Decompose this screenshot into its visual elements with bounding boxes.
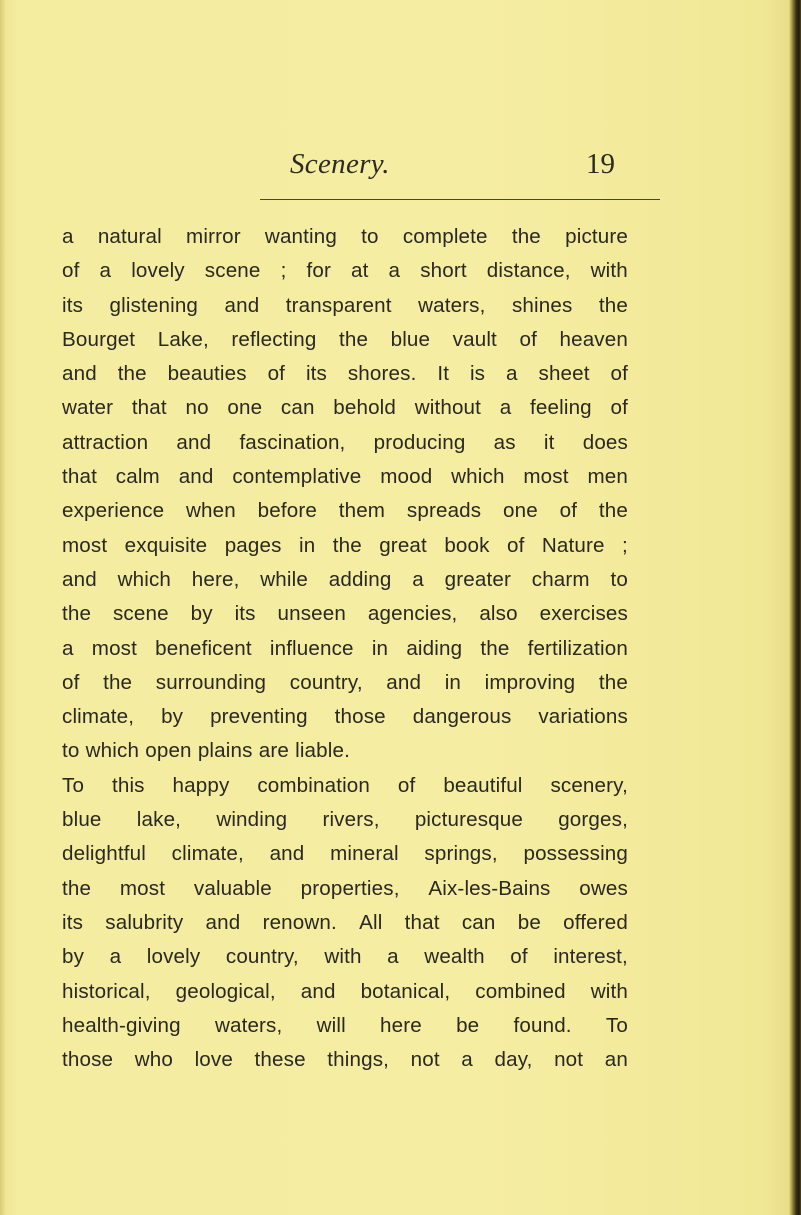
word: short [420, 259, 467, 283]
word: liable. [295, 739, 350, 763]
word: heaven [559, 327, 628, 351]
word: interest, [553, 945, 628, 969]
word: the [598, 499, 628, 523]
page-header [0, 148, 801, 188]
word: the [332, 533, 362, 557]
word: a [506, 362, 518, 386]
word: health-giving [62, 1013, 181, 1037]
word: who [134, 1048, 173, 1072]
word: mood [380, 465, 433, 489]
word: improving [484, 670, 576, 694]
word: salubrity [105, 910, 184, 934]
text-line [62, 1009, 628, 1043]
word: open [145, 739, 192, 763]
word: most [91, 636, 137, 660]
word: one [503, 499, 538, 523]
text-line [62, 940, 628, 974]
word: be [517, 910, 541, 934]
word: to [610, 567, 628, 591]
word: fertilization [527, 636, 628, 660]
word: as [493, 430, 516, 454]
word: be [456, 1013, 480, 1037]
word: before [257, 499, 317, 523]
text-line [62, 837, 628, 871]
word: blue [390, 327, 431, 351]
word: the [62, 602, 92, 626]
word: variations [538, 705, 628, 729]
text-line [62, 289, 628, 323]
word: behold [333, 396, 397, 420]
word: to [62, 739, 80, 763]
word: a [499, 396, 512, 420]
word: beauties [167, 362, 247, 386]
word: transparent [285, 293, 392, 317]
word: renown. [262, 910, 337, 934]
text-line [62, 734, 628, 768]
word: day, [494, 1048, 533, 1072]
word: agencies, [367, 602, 458, 626]
word: the [511, 225, 541, 248]
text-line [62, 1043, 628, 1077]
text-line [62, 426, 628, 460]
word: happy [172, 773, 230, 797]
word: exquisite [124, 533, 208, 557]
word: the [117, 362, 147, 386]
word: scene [112, 602, 169, 626]
word: fascination, [239, 430, 346, 454]
text-line [62, 975, 628, 1009]
text-line [62, 220, 628, 254]
word: at [351, 259, 369, 283]
word: historical, [62, 979, 151, 1003]
word: spreads [406, 499, 482, 523]
word: a [388, 259, 401, 283]
word: waters, [418, 293, 486, 317]
word: picture [565, 225, 628, 248]
word: offered [563, 910, 628, 934]
word: can [461, 910, 496, 934]
word: the [598, 670, 628, 694]
word: a [99, 259, 112, 283]
word: and [176, 430, 212, 454]
word: wealth [424, 945, 485, 969]
word: the [103, 670, 133, 694]
word: vault [452, 327, 497, 351]
word: of [397, 773, 416, 797]
word: springs, [424, 842, 498, 866]
word: sheet [538, 362, 590, 386]
word: which [117, 567, 171, 591]
word: of [510, 945, 528, 969]
text-line [62, 357, 628, 391]
word: while [260, 567, 308, 591]
word: its [62, 293, 84, 317]
word: It [437, 362, 450, 386]
word: producing [373, 430, 466, 454]
word: those [62, 1048, 114, 1072]
word: To [62, 773, 85, 797]
word: natural [97, 225, 162, 248]
word: them [338, 499, 386, 523]
word: of [506, 533, 525, 557]
word: most [119, 876, 166, 900]
word: and [224, 293, 260, 317]
word: not [554, 1048, 584, 1072]
word: scene [204, 259, 261, 283]
word: in [298, 533, 316, 557]
word: unseen [277, 602, 346, 626]
word: feeling [530, 396, 592, 420]
text-line [62, 597, 628, 631]
word: and [62, 567, 97, 591]
word: waters, [214, 1013, 283, 1037]
word: without [414, 396, 482, 420]
word: of [62, 259, 80, 283]
word: of [559, 499, 578, 523]
word: gorges, [558, 808, 628, 832]
word: in [371, 636, 389, 660]
word: properties, [300, 876, 400, 900]
word: combination [257, 773, 371, 797]
word: lovely [146, 945, 201, 969]
word: not [410, 1048, 440, 1072]
word: experience [62, 499, 165, 523]
word: and [205, 910, 241, 934]
word: shines [511, 293, 573, 317]
word: that [404, 910, 440, 934]
word: also [479, 602, 518, 626]
page-number: 19 [586, 148, 615, 180]
word: those [334, 705, 386, 729]
word: with [590, 979, 628, 1003]
word: aiding [406, 636, 463, 660]
word: its [62, 910, 84, 934]
word: found. [513, 1013, 572, 1037]
word: that [62, 465, 97, 489]
word: wanting [264, 225, 337, 248]
text-line [62, 254, 628, 288]
word: here [380, 1013, 422, 1037]
word: surrounding [155, 670, 267, 694]
word: beneficent [155, 636, 252, 660]
word: influence [269, 636, 354, 660]
word: and [178, 465, 214, 489]
word: beautiful [443, 773, 523, 797]
text-line [62, 494, 628, 528]
word: the [598, 293, 628, 317]
word: men [587, 465, 628, 489]
word: can [280, 396, 315, 420]
word: is [469, 362, 486, 386]
word: country, [225, 945, 299, 969]
word: Nature [541, 533, 605, 557]
word: glistening [109, 293, 199, 317]
word: ; [622, 533, 628, 557]
word: charm [531, 567, 590, 591]
word: are [258, 739, 289, 763]
word: lovely [131, 259, 185, 283]
word: distance, [486, 259, 571, 283]
word: shores. [347, 362, 417, 386]
word: attraction [62, 430, 149, 454]
word: that [131, 396, 167, 420]
text-line [62, 323, 628, 357]
word: delightful [62, 842, 146, 866]
word: preventing [210, 705, 308, 729]
word: with [324, 945, 362, 969]
word: which [451, 465, 505, 489]
word: picturesque [414, 808, 523, 832]
text-line [62, 803, 628, 837]
word: plains [197, 739, 253, 763]
word: rivers, [322, 808, 380, 832]
text-line [62, 391, 628, 425]
text-line [62, 906, 628, 940]
word: things, [327, 1048, 390, 1072]
word: and [386, 670, 422, 694]
word: of [62, 670, 80, 694]
text-line [62, 872, 628, 906]
word: will [316, 1013, 346, 1037]
word: of [610, 362, 628, 386]
word: by [190, 602, 213, 626]
word: adding [328, 567, 392, 591]
word: pages [224, 533, 282, 557]
word: the [62, 876, 92, 900]
word: calm [115, 465, 160, 489]
word: Aix-les-Bains [428, 876, 551, 900]
word: an [604, 1048, 628, 1072]
word: scenery, [550, 773, 628, 797]
word: climate, [62, 705, 135, 729]
word: the [480, 636, 510, 660]
word: To [605, 1013, 628, 1037]
text-line [62, 769, 628, 803]
word: and [300, 979, 336, 1003]
word: in [444, 670, 462, 694]
word: great [379, 533, 427, 557]
word: country, [289, 670, 363, 694]
word: this [111, 773, 145, 797]
word: which [85, 739, 140, 763]
word: All [359, 910, 383, 934]
word: a [62, 636, 74, 660]
word: Lake, [157, 327, 209, 351]
word: here, [191, 567, 240, 591]
word: valuable [193, 876, 272, 900]
header-rule [260, 199, 660, 200]
word: reflecting [231, 327, 317, 351]
word: with [590, 259, 628, 283]
text-line [62, 632, 628, 666]
word: when [186, 499, 236, 523]
word: a [109, 945, 122, 969]
text-line [62, 460, 628, 494]
word: a [461, 1048, 473, 1072]
word: mirror [186, 225, 241, 248]
body-text [62, 220, 628, 1077]
word: most [62, 533, 108, 557]
word: a [412, 567, 424, 591]
word: these [254, 1048, 306, 1072]
word: it [543, 430, 555, 454]
word: its [305, 362, 327, 386]
word: a [387, 945, 399, 969]
word: book [444, 533, 490, 557]
word: botanical, [360, 979, 451, 1003]
word: owes [579, 876, 628, 900]
word: Bourget [62, 327, 136, 351]
word: the [338, 327, 369, 351]
word: to [361, 225, 379, 248]
text-line [62, 666, 628, 700]
word: a [62, 225, 74, 248]
word: blue [62, 808, 102, 832]
word: no [185, 396, 209, 420]
text-line [62, 563, 628, 597]
word: one [227, 396, 263, 420]
word: does [582, 430, 628, 454]
word: and [269, 842, 305, 866]
word: most [523, 465, 569, 489]
word: and [62, 362, 97, 386]
word: greater [444, 567, 511, 591]
word: lake, [136, 808, 182, 832]
word: of [610, 396, 628, 420]
word: dangerous [412, 705, 512, 729]
word: of [519, 327, 537, 351]
word: for [306, 259, 331, 283]
word: love [194, 1048, 233, 1072]
running-title: Scenery. [290, 148, 390, 180]
word: combined [475, 979, 566, 1003]
text-line [62, 529, 628, 563]
text-line [62, 700, 628, 734]
word: contemplative [232, 465, 362, 489]
word: mineral [330, 842, 399, 866]
word: ; [280, 259, 287, 283]
word: geological, [175, 979, 276, 1003]
word: of [267, 362, 286, 386]
word: possessing [523, 842, 628, 866]
word: by [62, 945, 85, 969]
word: exercises [539, 602, 628, 626]
word: climate, [171, 842, 244, 866]
word: by [161, 705, 184, 729]
word: complete [402, 225, 488, 248]
word: winding [216, 808, 288, 832]
word: its [234, 602, 256, 626]
word: water [62, 396, 114, 420]
